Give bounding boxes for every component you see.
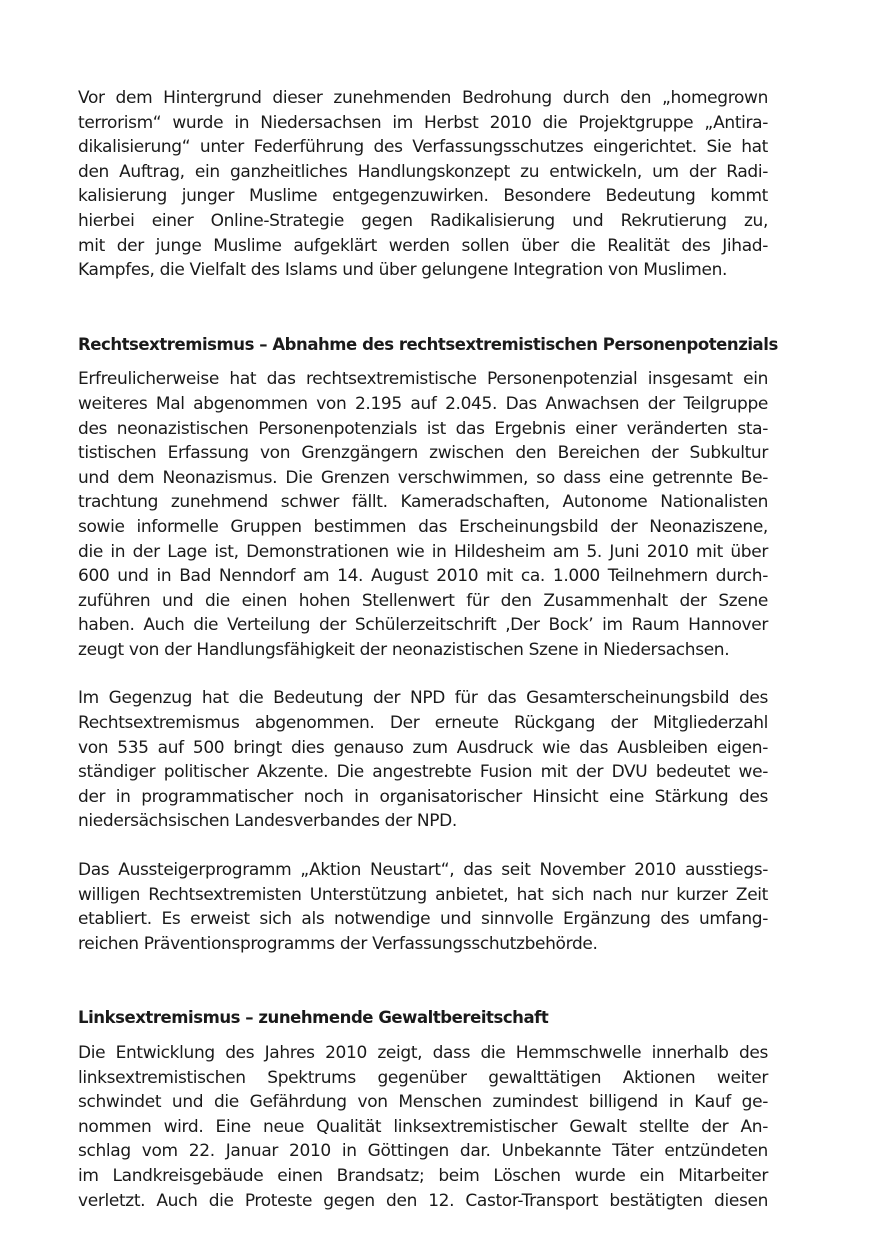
rechts-paragraph-2: [78, 686, 768, 834]
text-line: Im Gegenzug hat die Bedeutung der NPD für das Gesamterscheinungsbild des: [78, 688, 768, 709]
text-line: schlag vom 22. Januar 2010 in Göttingen dar. Unbekannte Täter entzündeten: [78, 1141, 768, 1162]
links-paragraph-1: [78, 1041, 768, 1213]
section-heading-rechtsextremismus: Rechtsextremismus – Abnahme des rechtsextremistischen Personenpotenzials: [78, 334, 778, 354]
text-line: ständiger politischer Akzente. Die angestrebte Fusion mit der DVU bedeutet we-: [78, 762, 768, 783]
text-line: willigen Rechtsextremisten Unterstützung anbietet, hat sich nach nur kurzer Zeit: [78, 884, 768, 905]
text-line: und dem Neonazismus. Die Grenzen verschwimmen, so dass eine getrennte Be-: [78, 467, 768, 488]
text-line: des neonazistischen Personenpotenzials ist das Ergebnis einer veränderten sta-: [78, 418, 768, 439]
text-line: hierbei einer Online-Strategie gegen Radikalisierung und Rekrutierung zu,: [78, 210, 768, 231]
text-line: Kampfes, die Vielfalt des Islams und über gelungene Integration von Muslimen.: [78, 260, 728, 281]
text-line: reichen Präventionsprogramms der Verfassungsschutzbehörde.: [78, 933, 598, 954]
document-page: [78, 86, 778, 1213]
text-line: Das Aussteigerprogramm „Aktion Neustart“, das seit November 2010 ausstiegs-: [78, 860, 768, 881]
text-line: Erfreulicherweise hat das rechtsextremistische Personenpotenzial insgesamt ein: [78, 369, 768, 390]
text-line: Rechtsextremismus abgenommen. Der erneute Rückgang der Mitgliederzahl: [78, 713, 768, 734]
text-line: Die Entwicklung des Jahres 2010 zeigt, dass die Hemmschwelle innerhalb des: [78, 1043, 768, 1063]
text-line: niedersächsischen Landesverbandes der NPD.: [78, 811, 457, 832]
section-heading-linksextremismus: Linksextremismus – zunehmende Gewaltbereitschaft: [78, 1008, 549, 1028]
text-line: 600 und in Bad Nenndorf am 14. August 2010 mit ca. 1.000 Teilnehmern durch-: [78, 566, 768, 587]
text-line: weiteres Mal abgenommen von 2.195 auf 2.045. Das Anwachsen der Teilgruppe: [78, 393, 768, 414]
text-line: trachtung zunehmend schwer fällt. Kameradschaften, Autonome Nationalisten: [78, 492, 768, 513]
text-line: schwindet und die Gefährdung von Menschen zumindest billigend in Kauf ge-: [78, 1092, 768, 1113]
text-line: den Auftrag, ein ganzheitliches Handlungskonzept zu entwickeln, um der Radi-: [78, 161, 768, 182]
rechts-paragraph-1: [78, 367, 768, 662]
text-line: zuführen und die einen hohen Stellenwert für den Zusammenhalt der Szene: [78, 590, 768, 611]
text-line: mit der junge Muslime aufgeklärt werden sollen über die Realität des Jihad-: [78, 235, 768, 256]
rechts-paragraph-3: [78, 858, 768, 956]
text-line: kalisierung junger Muslime entgegenzuwirken. Besondere Bedeutung kommt: [78, 186, 768, 207]
text-line: tistischen Erfassung von Grenzgängern zwischen den Bereichen der Subkultur: [78, 443, 768, 464]
text-line: sowie informelle Gruppen bestimmen das Erscheinungsbild der Neonaziszene,: [78, 516, 768, 537]
text-line: nommen wird. Eine neue Qualität linksextremistischer Gewalt stellte der An-: [78, 1116, 768, 1137]
text-line: im Landkreisgebäude einen Brandsatz; beim Löschen wurde ein Mitarbeiter: [78, 1165, 768, 1186]
intro-paragraph: [78, 86, 768, 283]
text-line: dikalisierung“ unter Federführung des Verfassungsschutzes eingerichtet. Sie hat: [78, 137, 768, 158]
text-line: zeugt von der Handlungsfähigkeit der neonazistischen Szene in Niedersachsen.: [78, 639, 730, 660]
text-line: linksextremistischen Spektrums gegenüber gewalttätigen Aktionen weiter: [78, 1067, 768, 1088]
text-line: der in programmatischer noch in organisatorischer Hinsicht eine Stärkung des: [78, 786, 768, 807]
text-line: etabliert. Es erweist sich als notwendige und sinnvolle Ergänzung des umfang-: [78, 909, 768, 930]
text-line: die in der Lage ist, Demonstrationen wie in Hildesheim am 5. Juni 2010 mit über: [78, 541, 768, 562]
text-line: haben. Auch die Verteilung der Schülerzeitschrift ‚Der Bock’ im Raum Hannover: [78, 615, 768, 636]
text-line: verletzt. Auch die Proteste gegen den 12. Castor-Transport bestätigten diesen: [78, 1190, 768, 1211]
text-line: von 535 auf 500 bringt dies genauso zum Ausdruck wie das Ausbleiben eigen-: [78, 737, 768, 758]
text-line: terrorism“ wurde in Niedersachsen im Herbst 2010 die Projektgruppe „Antira-: [78, 112, 768, 133]
text-line: Vor dem Hintergrund dieser zunehmenden Bedrohung durch den „homegrown: [78, 88, 768, 108]
